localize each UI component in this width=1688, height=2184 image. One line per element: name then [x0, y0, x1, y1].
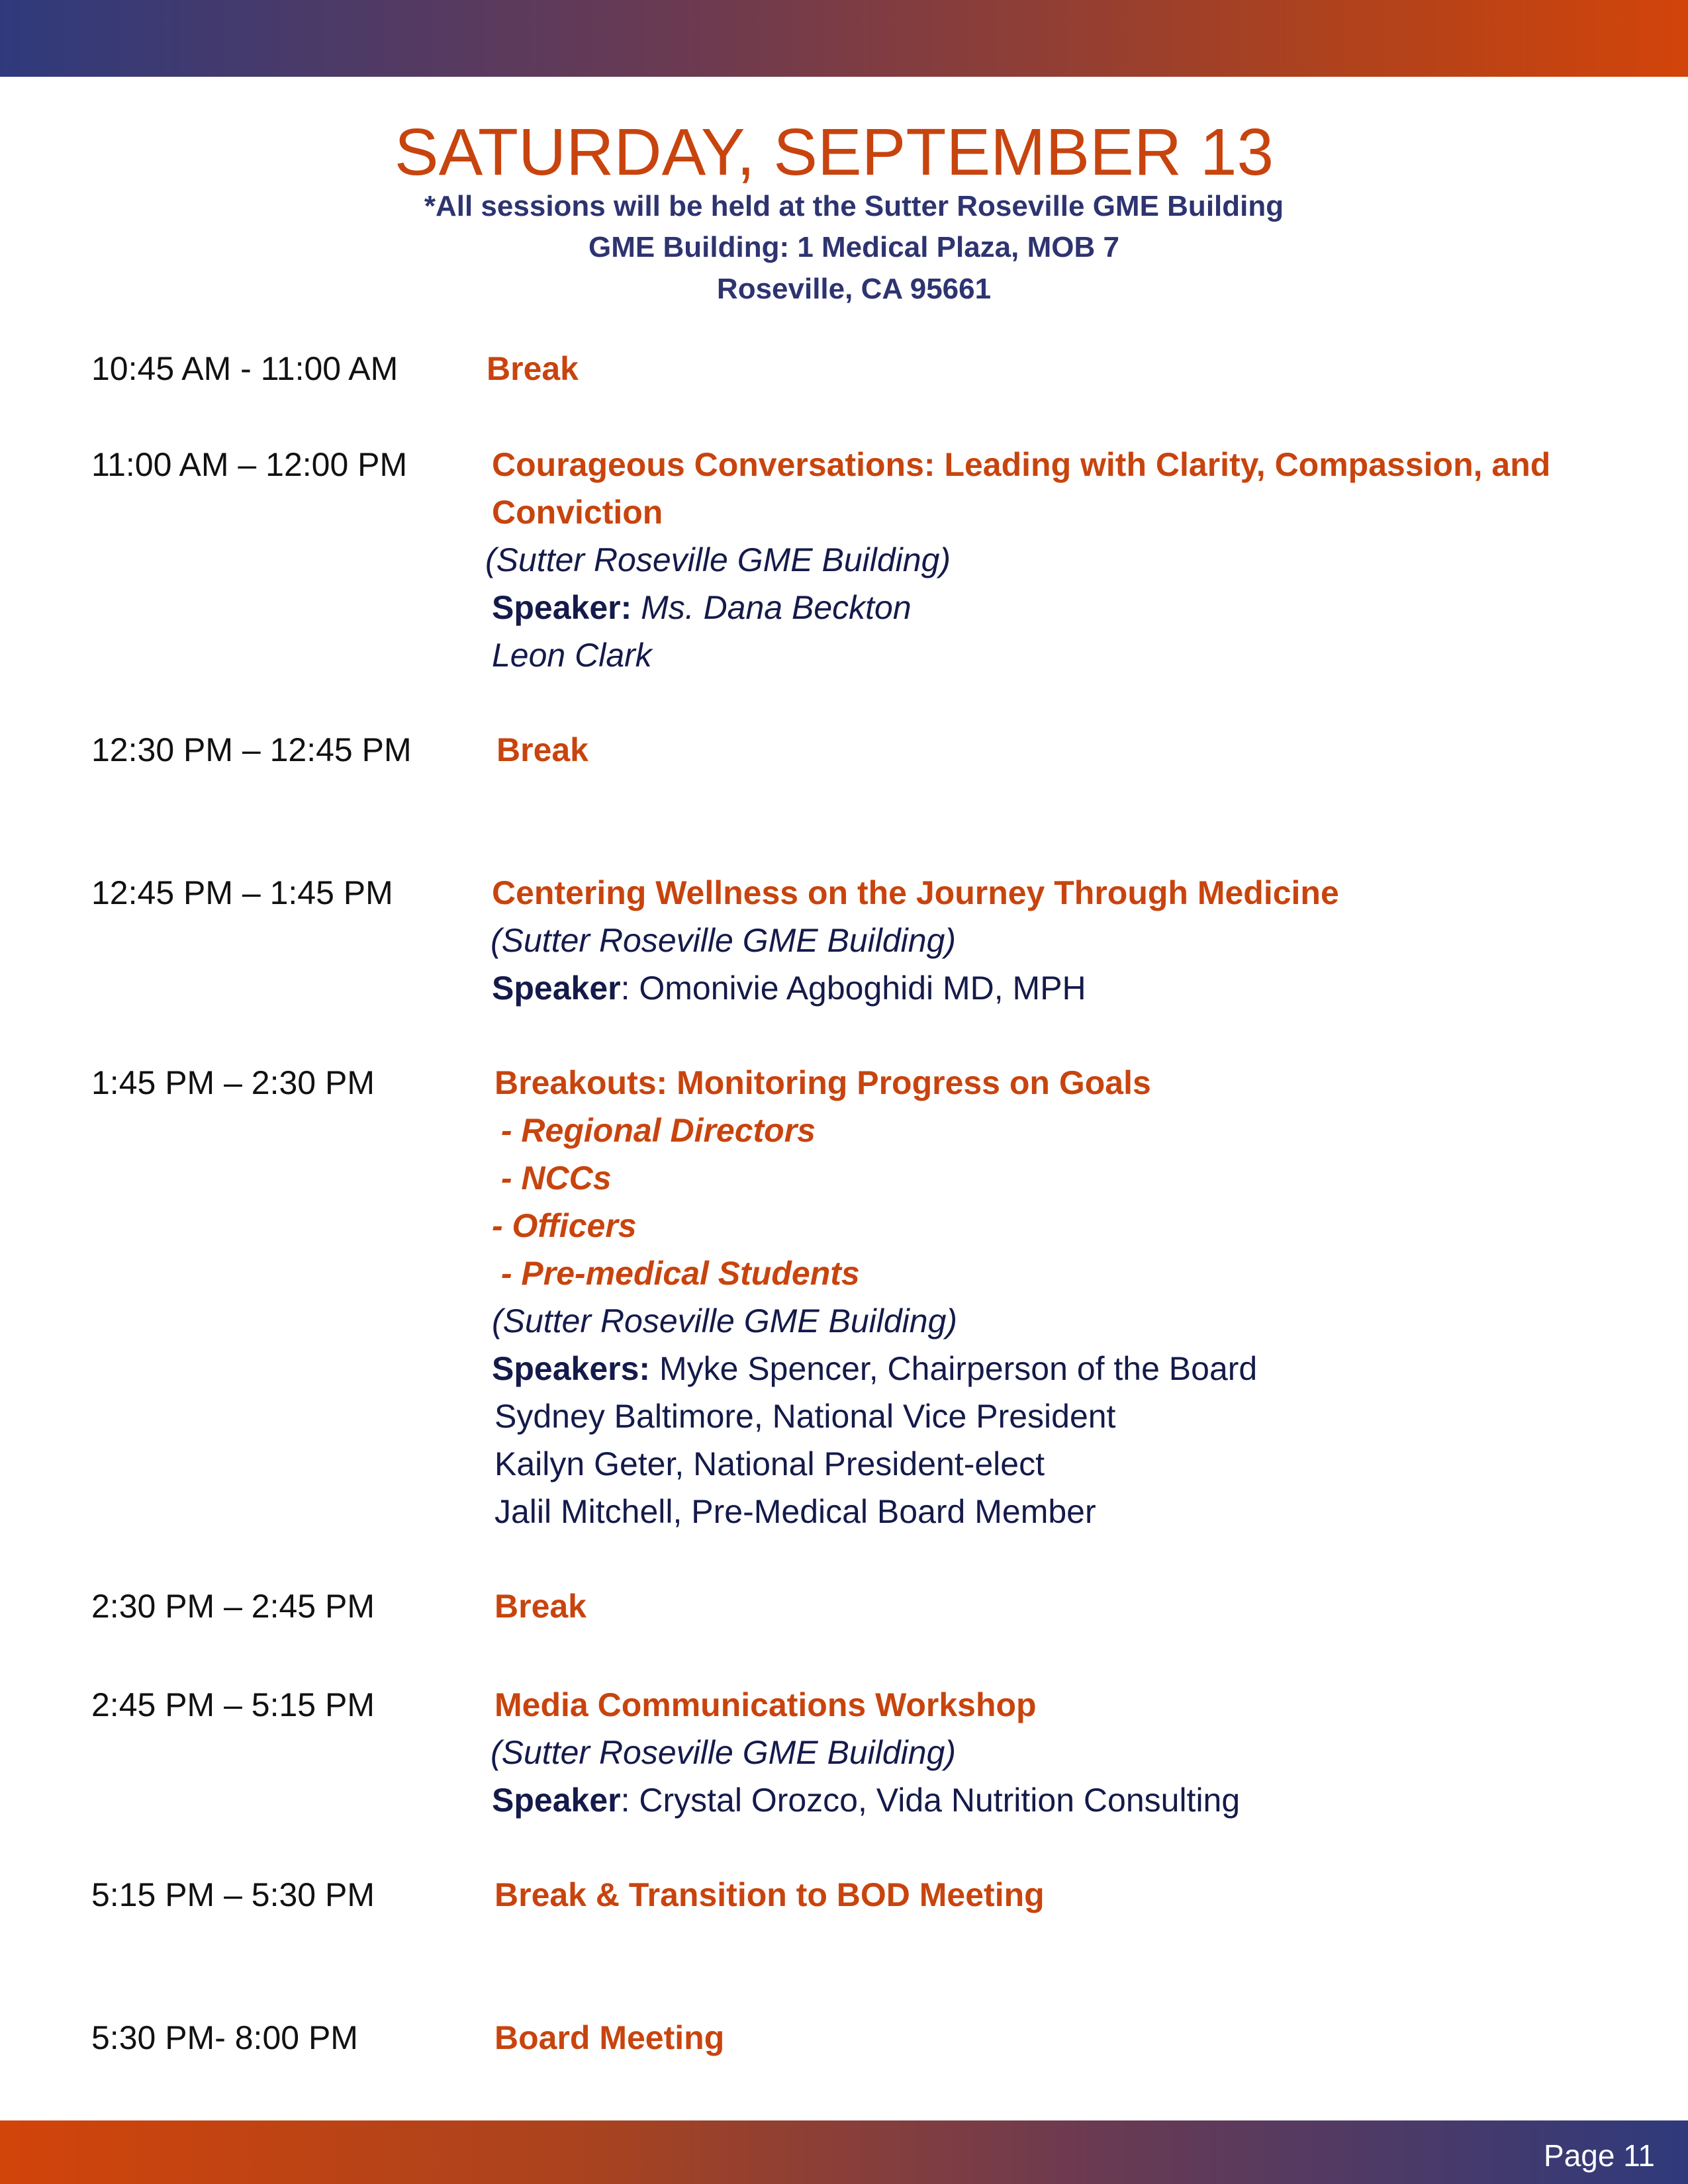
speaker-label: Speaker: — [492, 589, 632, 626]
speaker-name: Ms. Dana Beckton — [641, 589, 912, 626]
session-time: 1:45 PM – 2:30 PM — [91, 1064, 375, 1101]
session-title: Courageous Conversations: Leading with Clarity, Compassion, and — [492, 446, 1551, 483]
breakout-group: - NCCs — [492, 1160, 612, 1197]
bottom-gradient-band — [0, 2120, 1688, 2184]
session-venue: (Sutter Roseville GME Building) — [491, 922, 957, 959]
address-line-2: Roseville, CA 95661 — [716, 273, 992, 305]
speaker-name: Kailyn Geter, National President-elect — [494, 1445, 1045, 1482]
speaker-name: Myke Spencer, Chairperson of the Board — [659, 1350, 1258, 1387]
session-time: 2:45 PM – 5:15 PM — [91, 1686, 375, 1723]
session-venue: (Sutter Roseville GME Building) — [492, 1302, 958, 1340]
breakout-group: - Officers — [492, 1207, 637, 1244]
session-title-continued: Conviction — [492, 494, 663, 531]
session-venue: (Sutter Roseville GME Building) — [485, 541, 951, 578]
breakout-group: - Regional Directors — [492, 1112, 816, 1149]
session-title: Breakouts: Monitoring Progress on Goals — [494, 1064, 1151, 1101]
page-number: Page 11 — [1544, 2138, 1655, 2173]
session-speaker — [492, 968, 1086, 1008]
session-speaker — [492, 588, 912, 627]
speaker-name: : Omonivie Agboghidi MD, MPH — [620, 970, 1086, 1007]
session-time: 2:30 PM – 2:45 PM — [91, 1588, 375, 1625]
session-time: 5:15 PM – 5:30 PM — [91, 1876, 375, 1913]
page-title: SATURDAY, SEPTEMBER 13 — [394, 115, 1274, 189]
speaker-label: Speaker — [492, 970, 621, 1007]
session-time: 5:30 PM- 8:00 PM — [91, 2019, 358, 2056]
session-speaker — [492, 1780, 1240, 1820]
session-title: Break & Transition to BOD Meeting — [494, 1876, 1045, 1913]
speaker-name: Sydney Baltimore, National Vice President — [494, 1398, 1116, 1435]
session-title: Centering Wellness on the Journey Through Medicine — [492, 874, 1339, 911]
session-title: Break — [496, 731, 588, 768]
breakout-group: - Pre-medical Students — [492, 1255, 860, 1292]
session-time: 10:45 AM - 11:00 AM — [91, 350, 399, 387]
venue-note: *All sessions will be held at the Sutter Roseville GME Building — [424, 190, 1284, 222]
session-time: 12:30 PM – 12:45 PM — [91, 731, 412, 768]
address-line-1: GME Building: 1 Medical Plaza, MOB 7 — [588, 231, 1119, 263]
session-time: 11:00 AM – 12:00 PM — [91, 446, 408, 483]
session-venue: (Sutter Roseville GME Building) — [491, 1734, 957, 1771]
session-speaker — [492, 1349, 1257, 1388]
speaker-label: Speaker — [492, 1782, 621, 1819]
speaker-name: Leon Clark — [492, 637, 652, 674]
session-title: Break — [494, 1588, 586, 1625]
session-time: 12:45 PM – 1:45 PM — [91, 874, 393, 911]
session-title: Board Meeting — [494, 2019, 725, 2056]
top-gradient-band — [0, 0, 1688, 77]
session-title: Break — [487, 350, 579, 387]
speaker-name: : Crystal Orozco, Vida Nutrition Consulting — [620, 1782, 1241, 1819]
speaker-name: Jalil Mitchell, Pre-Medical Board Member — [494, 1493, 1096, 1530]
speaker-label: Speakers: — [492, 1350, 651, 1387]
session-title: Media Communications Workshop — [494, 1686, 1037, 1723]
